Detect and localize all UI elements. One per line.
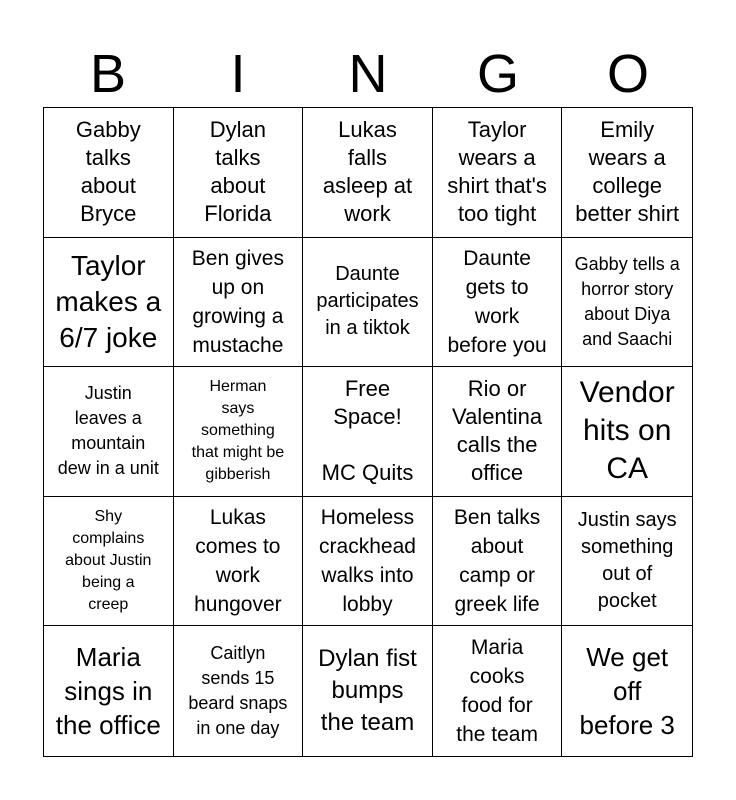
- header-letter-o: O: [606, 44, 649, 104]
- bingo-cell-r5-c3[interactable]: [303, 626, 433, 756]
- bingo-cell-text: Gabby tells a horror story about Diya and Saachi: [574, 253, 680, 349]
- bingo-cell-text: Justin says something out of pocket: [577, 509, 677, 613]
- bingo-board: [43, 107, 693, 757]
- bingo-cell-r2-c3[interactable]: [303, 238, 433, 368]
- bingo-cell-text: Lukas falls asleep at work: [322, 117, 413, 227]
- bingo-cell-r3-c5[interactable]: [562, 367, 692, 497]
- header-letter-n: N: [348, 44, 388, 104]
- bingo-header: [43, 40, 693, 108]
- bingo-cell-text: Taylor wears a shirt that's too tight: [447, 117, 547, 227]
- bingo-cell-r2-c5[interactable]: [562, 238, 692, 368]
- bingo-cell-text: Ben talks about camp or greek life: [453, 506, 541, 617]
- bingo-cell-r2-c2[interactable]: [174, 238, 304, 368]
- bingo-cell-r1-c3[interactable]: [303, 108, 433, 238]
- bingo-cell-text: Lukas comes to work hungover: [194, 506, 282, 617]
- bingo-cell-text: Dylan talks about Florida: [204, 117, 272, 227]
- bingo-cell-r4-c2[interactable]: [174, 497, 304, 627]
- bingo-cell-r2-c1[interactable]: [44, 238, 174, 368]
- bingo-cell-r4-c1[interactable]: [44, 497, 174, 627]
- bingo-cell-r3-c3-free-space[interactable]: [303, 367, 433, 497]
- bingo-cell-text: Taylor makes a 6/7 joke: [55, 249, 162, 353]
- bingo-cell-text: Vendor hits on CA: [579, 376, 675, 486]
- bingo-cell-text: We get off before 3: [579, 642, 675, 741]
- bingo-cell-r1-c2[interactable]: [174, 108, 304, 238]
- bingo-cell-r3-c1[interactable]: [44, 367, 174, 497]
- bingo-cell-r1-c5[interactable]: [562, 108, 692, 238]
- header-letter-g: G: [476, 44, 519, 104]
- bingo-cell-text: Maria cooks food for the team: [456, 636, 538, 747]
- bingo-cell-r3-c4[interactable]: [433, 367, 563, 497]
- bingo-cell-text: Ben gives up on growing a mustache: [191, 246, 284, 357]
- bingo-cell-text: Daunte participates in a tiktok: [316, 263, 419, 340]
- bingo-cell-r5-c2[interactable]: [174, 626, 304, 756]
- bingo-cell-text: Justin leaves a mountain dew in a unit: [57, 383, 159, 479]
- bingo-cell-r3-c2[interactable]: [174, 367, 304, 497]
- bingo-cell-text: Rio or Valentina calls the office: [452, 376, 543, 486]
- bingo-cell-r5-c4[interactable]: [433, 626, 563, 756]
- bingo-cell-text: Free Space! MC Quits: [321, 376, 414, 486]
- bingo-cell-text: Herman says something that might be gibberish: [191, 378, 285, 484]
- bingo-cell-text: Emily wears a college better shirt: [575, 117, 680, 227]
- bingo-cell-r5-c1[interactable]: [44, 626, 174, 756]
- header-letter-i: I: [230, 44, 246, 104]
- bingo-cell-r4-c3[interactable]: [303, 497, 433, 627]
- bingo-cell-text: Shy complains about Justin being a creep: [65, 508, 152, 614]
- bingo-cell-r4-c4[interactable]: [433, 497, 563, 627]
- bingo-cell-text: Maria sings in the office: [55, 642, 161, 741]
- bingo-cell-text: Gabby talks about Bryce: [75, 117, 141, 227]
- header-letter-b: B: [89, 44, 127, 104]
- bingo-cell-text: Dylan fist bumps the team: [318, 645, 417, 737]
- bingo-cell-r2-c4[interactable]: [433, 238, 563, 368]
- bingo-cell-text: Daunte gets to work before you: [447, 246, 547, 357]
- bingo-cell-r1-c4[interactable]: [433, 108, 563, 238]
- bingo-cell-r5-c5[interactable]: [562, 626, 692, 756]
- bingo-cell-r4-c5[interactable]: [562, 497, 692, 627]
- bingo-cell-r1-c1[interactable]: [44, 108, 174, 238]
- bingo-cell-text: Caitlyn sends 15 beard snaps in one day: [188, 643, 288, 739]
- bingo-cell-text: Homeless crackhead walks into lobby: [319, 506, 416, 617]
